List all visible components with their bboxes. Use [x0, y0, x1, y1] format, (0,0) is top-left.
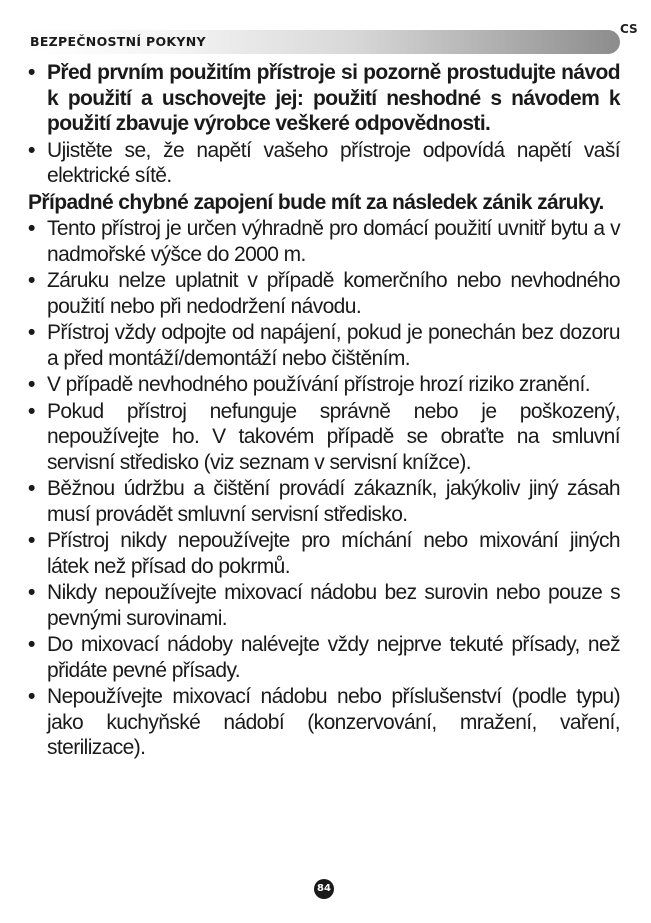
list-item-text: Přístroj nikdy nepoužívejte pro míchání nebo mixování jiných látek než přísad do pokrmů. [47, 529, 620, 578]
list-item-text: Běžnou údržbu a čištění provádí zákazník, jakýkoliv jiný zásah musí provádět smluvní servisní středisko. [47, 477, 620, 526]
bullet: • [28, 373, 35, 396]
bullet: • [28, 217, 35, 240]
list-item [28, 60, 620, 137]
section-title: BEZPEČNOSTNÍ POKYNY [30, 34, 206, 49]
list-item [28, 372, 620, 398]
bullet: • [28, 581, 35, 604]
warranty-notice: Případné chybné zapojení bude mít za následek zánik záruky. [28, 190, 604, 214]
bullet: • [28, 477, 35, 500]
bullet: • [28, 61, 35, 84]
bullet: • [28, 269, 35, 292]
page-number: 84 [314, 879, 334, 899]
list-item-text: V případě nevhodného používání přístroje hrozí riziko zranění. [47, 373, 590, 396]
list-item-text: Nikdy nepoužívejte mixovací nádobu bez surovin nebo pouze s pevnými surovinami. [47, 581, 620, 630]
list-item-text: Záruku nelze uplatnit v případě komerčního nebo nevhodného použití nebo při nedodržení návodu. [47, 269, 620, 318]
list-item [28, 216, 620, 267]
list-item [28, 580, 620, 631]
list-item [28, 320, 620, 371]
list-item-text: Před prvním použitím přístroje si pozorně prostudujte návod k použití a uschovejte jej: použití neshodné s návodem k použití zbavuje výrobce veškeré odpovědnosti. [47, 61, 620, 135]
bullet: • [28, 138, 35, 162]
list-item [28, 138, 620, 189]
content [28, 60, 620, 762]
list-item [28, 632, 620, 683]
list-item-text: Nepoužívejte mixovací nádobu nebo příslušenství (podle typu) jako kuchyňské nádobí (konzervování, mražení, vaření, sterilizace). [47, 685, 620, 759]
list-item-text: Přístroj vždy odpojte od napájení, pokud je ponechán bez dozoru a před montáží/demontáží nebo čištěním. [47, 321, 620, 370]
list-item [28, 476, 620, 527]
bullet: • [28, 633, 35, 656]
bullet: • [28, 321, 35, 344]
bullet: • [28, 529, 35, 552]
bullet: • [28, 399, 35, 423]
list-item [28, 528, 620, 579]
language-label: CS [620, 22, 638, 36]
list-item [28, 399, 620, 476]
list-item-text: Do mixovací nádoby nalévejte vždy nejprve tekuté přísady, než přidáte pevné přísady. [47, 633, 620, 682]
list-item-text: Ujistěte se, že napětí vašeho přístroje odpovídá napětí vaší elektrické sítě. [47, 138, 620, 187]
list-item-text: Pokud přístroj nefunguje správně nebo je poškozený, nepoužívejte ho. V takovém případě se obraťte na smluvní servisní středisko (viz seznam v servisní knížce). [47, 399, 620, 474]
list-item [28, 684, 620, 761]
bullet: • [28, 685, 35, 708]
list-item [28, 268, 620, 319]
list-item-text: Tento přístroj je určen výhradně pro domácí použití uvnitř bytu a v nadmořské výšce do 2000 m. [47, 217, 620, 266]
